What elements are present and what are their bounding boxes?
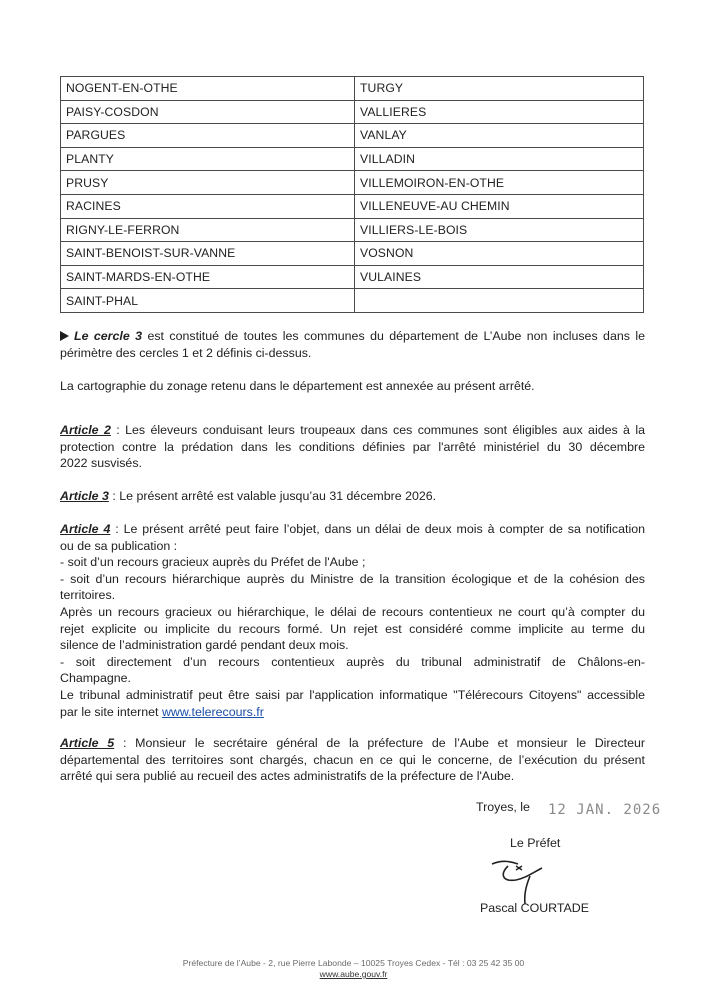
article3-paragraph (60, 488, 645, 505)
telerecours-link[interactable]: www.telerecours.fr (161, 704, 264, 719)
cartographie-paragraph: La cartographie du zonage retenu dans le département est annexée au présent arrêté. (60, 379, 535, 393)
footer-address: Préfecture de l’Aube - 2, rue Pierre Labonde – 10025 Troyes Cedex - Tél : 03 25 42 35 00 (182, 958, 525, 968)
commune-cell-right: TURGY (355, 77, 644, 101)
article2-label: Article 2 (60, 423, 111, 437)
cercle3-text-line1: est constitué de toutes les communes du département de L’Aube non incluses dans le (142, 329, 645, 343)
page-footer (0, 958, 707, 980)
commune-cell-right: VANLAY (355, 124, 644, 148)
cercle3-paragraph (60, 328, 645, 361)
article4-line2: ou de sa publication : (60, 538, 178, 553)
commune-cell-right: VILLENEUVE-AU CHEMIN (355, 194, 644, 218)
commune-cell-left: PRUSY (61, 171, 355, 195)
commune-cell-left: PLANTY (61, 147, 355, 171)
article2-line3: 2022 susvisés. (60, 456, 142, 471)
commune-cell-left: SAINT-BENOIST-SUR-VANNE (61, 242, 355, 266)
handwritten-signature-icon (488, 856, 568, 906)
article4-line6: Après un recours gracieux ou hiérarchique, le délai de recours contentieux ne court qu’à compter du (60, 604, 645, 619)
communes-table (60, 76, 644, 313)
article4-line12-prefix: par le site internet (60, 704, 162, 719)
signer-name: Pascal COURTADE (480, 901, 590, 915)
table-row (61, 242, 644, 266)
article4-line7: rejet explicite ou implicite du recours formé. Un rejet est considéré comme implicite au terme du (60, 621, 645, 636)
commune-cell-left: NOGENT-EN-OTHE (61, 77, 355, 101)
commune-cell-right: VOSNON (355, 242, 644, 266)
table-row (61, 100, 644, 124)
commune-cell-right: VILLADIN (355, 147, 644, 171)
cercle3-text-line2: périmètre des cercles 1 et 2 définis ci-dessus. (60, 345, 312, 360)
commune-cell-left: SAINT-PHAL (61, 289, 355, 313)
commune-cell-left: RACINES (61, 194, 355, 218)
article3-label: Article 3 (60, 489, 109, 503)
article5-label: Article 5 (60, 736, 115, 750)
table-row (61, 77, 644, 101)
table-row (61, 218, 644, 242)
commune-cell-right (355, 289, 644, 313)
article5-paragraph (60, 735, 645, 785)
table-row (61, 194, 644, 218)
commune-cell-left: PAISY-COSDON (61, 100, 355, 124)
article4-line4: - soit d’un recours hiérarchique auprès du Ministre de la transition écologique et de la cohésion des (60, 571, 645, 586)
commune-cell-right: VILLIERS-LE-BOIS (355, 218, 644, 242)
article5-line3: arrêté qui sera publié au recueil des actes administratifs de la préfecture de l'Aube. (60, 769, 515, 784)
triangle-bullet-icon (60, 331, 69, 341)
date-stamp: 12 JAN. 2026 (548, 802, 662, 818)
article2-line2: protection contre la prédation dans les conditions définies par l'arrêté ministériel du 30 décembre (60, 439, 645, 454)
signer-title: Le Préfet (510, 836, 561, 850)
table-row (61, 171, 644, 195)
article4-line11: Le tribunal administratif peut être saisi par l'application informatique "Télérecours Citoyens" accessible (60, 687, 645, 702)
article5-line1: : Monsieur le secrétaire général de la préfecture de l’Aube et monsieur le Directeur (114, 736, 645, 750)
footer-website-link[interactable]: www.aube.gouv.fr (319, 969, 388, 979)
commune-cell-right: VALLIERES (355, 100, 644, 124)
cercle3-label: Le cercle 3 (74, 329, 143, 343)
article4-paragraph (60, 521, 645, 720)
table-row (61, 124, 644, 148)
article2-line1: : Les éleveurs conduisant leurs troupeaux dans ces communes sont éligibles aux aides à la (110, 423, 645, 437)
article4-line8: silence de l’administration gardé pendant deux mois. (60, 638, 349, 653)
commune-cell-left: RIGNY-LE-FERRON (61, 218, 355, 242)
commune-cell-right: VILLEMOIRON-EN-OTHE (355, 171, 644, 195)
article4-line9: - soit directement d’un recours contentieux auprès du tribunal administratif de Châlons-en- (60, 654, 645, 669)
table-row (61, 265, 644, 289)
commune-cell-left: PARGUES (61, 124, 355, 148)
article4-label: Article 4 (60, 522, 111, 536)
article2-paragraph (60, 422, 645, 472)
article4-line1: : Le présent arrêté peut faire l’objet, dans un délai de deux mois à compter de sa notification (110, 522, 645, 536)
table-row (61, 289, 644, 313)
commune-cell-right: VULAINES (355, 265, 644, 289)
communes-table-body (61, 77, 644, 313)
table-row (61, 147, 644, 171)
article5-line2: départemental des territoires sont chargés, chacun en ce qui le concerne, de l’exécution du présent (60, 752, 645, 767)
article3-text: : Le présent arrêté est valable jusqu’au 31 décembre 2026. (108, 489, 437, 503)
article4-line10: Champagne. (60, 671, 131, 686)
signature-place: Troyes, le (476, 800, 530, 814)
commune-cell-left: SAINT-MARDS-EN-OTHE (61, 265, 355, 289)
article4-line5: territoires. (60, 588, 116, 603)
article4-line3: - soit d’un recours gracieux auprès du Préfet de l'Aube ; (60, 555, 366, 570)
